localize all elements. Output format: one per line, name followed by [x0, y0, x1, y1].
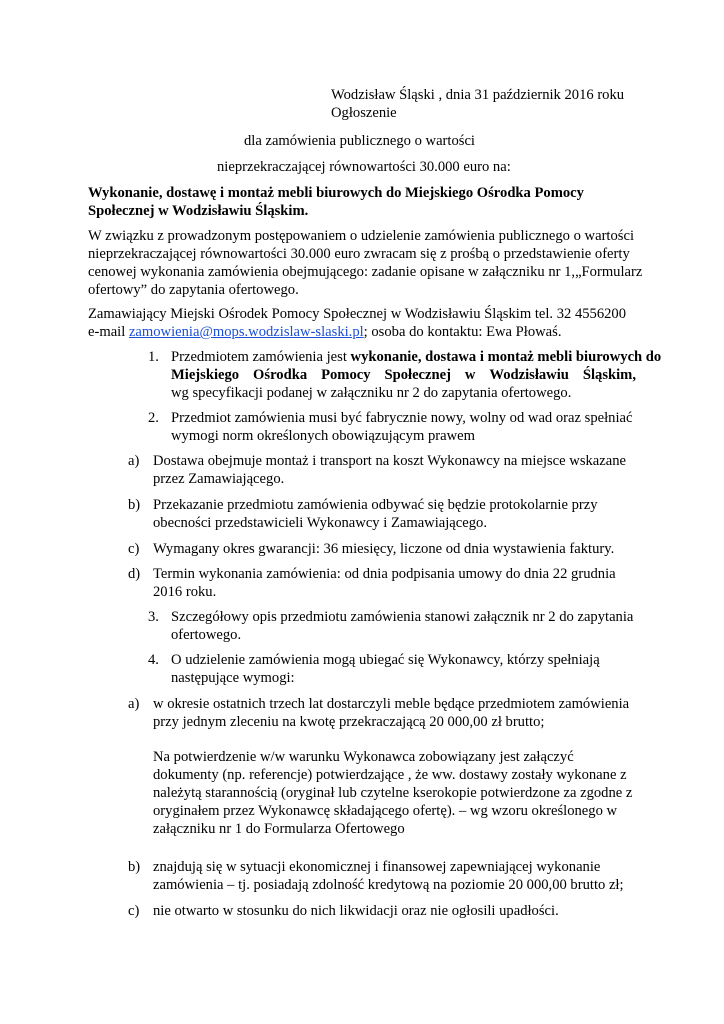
item-4c-label: c) — [128, 903, 140, 919]
item-2a-label: a) — [128, 453, 140, 469]
item-4b-line-1: znajdują się w sytuacji ekonomicznej i finansowej zapewniającej wykonanie — [153, 859, 601, 875]
subtitle-line-2: nieprzekraczającej równowartości 30.000 euro na: — [217, 159, 511, 175]
item-2a-line-1: Dostawa obejmuje montaż i transport na koszt Wykonawcy na miejsce wskazane — [153, 453, 626, 469]
item-4b-label: b) — [128, 859, 141, 875]
email-link[interactable]: zamowienia@mops.wodzislaw-slaski.pl — [128, 324, 364, 340]
item-2b-line-1: Przekazanie przedmiotu zamówienia odbywać się będzie protokolarnie przy — [153, 497, 598, 513]
contact-line-2 — [88, 323, 561, 341]
item-3-line-2: ofertowego. — [171, 627, 242, 643]
item-2d-label: d) — [128, 566, 141, 582]
item-1-number: 1. — [148, 349, 159, 365]
item-2d-line-1: Termin wykonania zamówienia: od dnia podpisania umowy do dnia 22 grudnia — [153, 566, 616, 582]
item-2c-line-1: Wymagany okres gwarancji: 36 miesięcy, liczone od dnia wystawienia faktury. — [153, 541, 615, 557]
item-2-number: 2. — [148, 410, 159, 426]
place-date: Wodzisław Śląski , dnia 31 październik 2016 roku — [331, 87, 625, 103]
item-1-line-1-normal: Przedmiotem zamówienia jest — [171, 349, 351, 365]
item-1-line-1 — [171, 348, 661, 366]
item-4a-line-1: w okresie ostatnich trzech lat dostarczyli meble będące przedmiotem zamówienia — [153, 696, 630, 712]
item-4a-label: a) — [128, 696, 140, 712]
item-4a-note-line-4: oryginałem przez Wykonawcę składającego ofertę). – wg wzoru określonego w — [153, 803, 618, 819]
item-1-word: Wodzisławiu — [489, 367, 569, 383]
item-4-line-2: następujące wymogi: — [171, 670, 295, 686]
intro-line-4: ofertowy” do zapytania ofertowego. — [88, 282, 299, 298]
item-2b-line-2: obecności przedstawicieli Wykonawcy i Zamawiającego. — [153, 515, 487, 531]
item-1-word: Ośrodka — [253, 367, 308, 383]
item-4a-note-line-5: załączniku nr 1 do Formularza Ofertowego — [153, 821, 405, 837]
item-2-line-1: Przedmiot zamówienia musi być fabrycznie nowy, wolny od wad oraz spełniać — [171, 410, 633, 426]
item-4-line-1: O udzielenie zamówienia mogą ubiegać się Wykonawcy, którzy spełniają — [171, 652, 600, 668]
item-1-line-1-bold: wykonanie, dostawa i montaż mebli biurowych do — [350, 349, 662, 365]
item-1-word: Śląskim, — [582, 367, 636, 383]
item-3-number: 3. — [148, 609, 159, 625]
subtitle-line-1: dla zamówienia publicznego o wartości — [244, 133, 475, 149]
item-1-line-3: wg specyfikacji podanej w załączniku nr 2 do zapytania ofertowego. — [171, 385, 572, 401]
announcement-label: Ogłoszenie — [331, 105, 397, 121]
intro-line-2: nieprzekraczającej równowartości 30.000 euro zwracam się z prośbą o przedstawienie oferty — [88, 246, 630, 262]
item-2-line-2: wymogi norm określonych obowiązującym prawem — [171, 428, 475, 444]
item-4c-line-1: nie otwarto w stosunku do nich likwidacji oraz nie ogłosili upadłości. — [153, 903, 559, 919]
item-4a-line-2: przy jednym zleceniu na kwotę przekraczającą 20 000,00 zł brutto; — [153, 714, 545, 730]
item-1-word: Miejskiego — [171, 367, 240, 383]
item-1-line-2 — [171, 366, 636, 384]
item-4b-line-2: zamówienia – tj. posiadają zdolność kredytową na poziomie 20 000,00 brutto zł; — [153, 877, 624, 893]
item-1-word: w — [464, 367, 476, 383]
item-4-number: 4. — [148, 652, 159, 668]
item-4a-note-line-1: Na potwierdzenie w/w warunku Wykonawca zobowiązany jest załączyć — [153, 749, 574, 765]
contact-line-1: Zamawiający Miejski Ośrodek Pomocy Społecznej w Wodzisławiu Śląskim tel. 32 4556200 — [88, 306, 627, 322]
item-2b-label: b) — [128, 497, 141, 513]
item-3-line-1: Szczegółowy opis przedmiotu zamówienia stanowi załącznik nr 2 do zapytania — [171, 609, 634, 625]
title-line-1: Wykonanie, dostawę i montaż mebli biurowych do Miejskiego Ośrodka Pomocy — [88, 185, 584, 201]
email-prefix: e-mail — [88, 324, 129, 340]
item-4a-note-line-3: należytą starannością (oryginał lub czytelne kserokopie potwierdzone za zgodne z — [153, 785, 633, 801]
item-2d-line-2: 2016 roku. — [153, 584, 217, 600]
title-line-2: Społecznej w Wodzisławiu Śląskim. — [88, 203, 309, 219]
item-2c-label: c) — [128, 541, 140, 557]
item-4a-note-line-2: dokumenty (np. referencje) potwierdzające , że ww. dostawy zostały wykonane z — [153, 767, 627, 783]
item-2a-line-2: przez Zamawiającego. — [153, 471, 285, 487]
intro-line-3: cenowej wykonania zamówienia obejmującego: zadanie opisane w załączniku nr 1,„Formularz — [88, 264, 643, 280]
email-suffix: ; osoba do kontaktu: Ewa Płowaś. — [363, 324, 562, 340]
item-1-word: Pomocy — [321, 367, 371, 383]
intro-line-1: W związku z prowadzonym postępowaniem o udzielenie zamówienia publicznego o wartości — [88, 228, 634, 244]
item-1-word: Społecznej — [384, 367, 451, 383]
